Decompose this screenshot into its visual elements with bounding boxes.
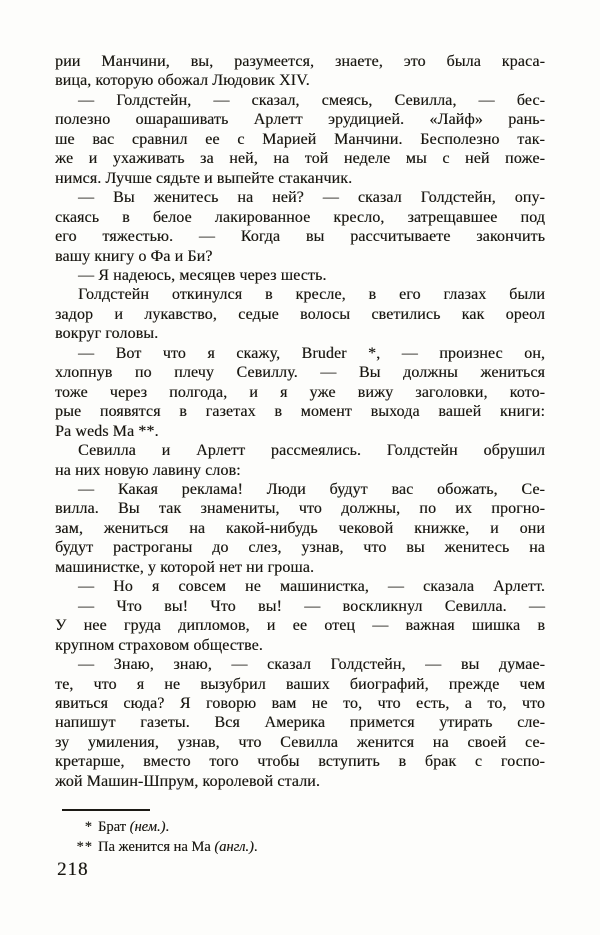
text-line: жой Машин-Шпрум, королевой стали.: [55, 772, 320, 790]
text-line: тоже через полгода, и я уже вижу заголовки, кото-: [55, 383, 545, 401]
page-body: [55, 52, 545, 791]
text-line: будут растроганы до слез, узнав, что вы женитесь на: [55, 539, 545, 557]
text-line: же и ухаживать за ней, на той неделе мы с ней поже-: [55, 150, 545, 168]
footnote-marker: *: [84, 819, 93, 835]
text-line: — Вы женитесь на ней? — сказал Голдстейн, опу-: [78, 189, 545, 207]
text-line: — Что вы! Что вы! — воскликнул Севилла. —: [78, 597, 545, 615]
text-line: те, что я не вызубрил ваших биографий, прежде чем: [55, 675, 545, 693]
text-line: — Знаю, знаю, — сказал Голдстейн, — вы думае-: [78, 656, 545, 674]
text-line: У нее груда дипломов, и ее отец — важная шишка в: [55, 617, 545, 635]
text-line: ше вас сравнил ее с Марией Манчини. Бесполезно так-: [55, 130, 545, 148]
text-line: задор и лукавство, седые волосы светились как ореол: [55, 305, 545, 323]
text-line: крупном страховом обществе.: [55, 636, 263, 654]
text-line: — Я надеюсь, месяцев через шесть.: [78, 266, 327, 284]
footnotes: [55, 818, 545, 857]
footnote-marker: **: [76, 838, 93, 855]
text-line: вица, которую обожал Людовик XIV.: [55, 72, 310, 90]
text-line: — Какая реклама! Люди будут вас обожать, Се-: [78, 480, 545, 498]
text-line: вокруг головы.: [55, 325, 159, 343]
text-line: вашу книгу о Фа и Би?: [55, 247, 213, 265]
footnote-separator: [62, 809, 150, 811]
text-line: на них новую лавину слов:: [55, 461, 241, 479]
text-line: — Вот что я скажу, Bruder *, — произнес он,: [78, 344, 545, 362]
text-line: напишут газеты. Вся Америка примется утирать сле-: [55, 714, 545, 732]
text-line: — Голдстейн, — сказал, смеясь, Севилла, — бес-: [78, 91, 545, 109]
text-line: рые появятся в газетах в момент выхода вашей книги:: [55, 403, 545, 421]
text-line: явиться сюда? Я говорю вам не то, что есть, а то, что: [55, 694, 545, 712]
text-line: кретарше, вместо того чтобы вступить в брак с госпо-: [55, 753, 545, 771]
text-line: — Но я совсем не машинистка, — сказала Арлетт.: [78, 578, 545, 596]
footnote-text: Па женится на Ма (англ.).: [98, 838, 258, 855]
text-line: нимся. Лучше сядьте и выпейте стаканчик.: [55, 169, 353, 187]
text-line: вилла. Вы так знамениты, что должны, по их прогно-: [55, 500, 545, 518]
text-line: Севилла и Арлетт рассмеялись. Голдстейн обрушил: [78, 442, 545, 460]
text-line: Pa weds Ma **.: [55, 422, 159, 440]
text-line: его тяжестью. — Когда вы рассчитываете закончить: [55, 228, 545, 246]
page-number: 218: [57, 859, 89, 880]
text-line: зу умиления, узнав, что Севилла женится на своей се-: [55, 733, 545, 751]
text-line: полезно ошарашивать Арлетт эрудицией. «Лайф» рань-: [55, 111, 545, 129]
text-line: Голдстейн откинулся в кресле, в его глазах были: [78, 286, 545, 304]
text-line: машинистке, у которой нет ни гроша.: [55, 558, 315, 576]
text-line: рии Манчини, вы, разумеется, знаете, это была краса-: [55, 53, 545, 70]
footnote-item: [55, 818, 545, 838]
text-line: зам, жениться на какой-нибудь чековой книжке, и они: [55, 519, 545, 537]
text-line: скаясь в белое лакированное кресло, затрещавшее под: [55, 208, 545, 226]
footnote-text: Брат (нем.).: [98, 819, 170, 835]
text-line: хлопнув по плечу Севиллу. — Вы должны жениться: [55, 364, 545, 382]
footnote-item: [55, 838, 545, 858]
